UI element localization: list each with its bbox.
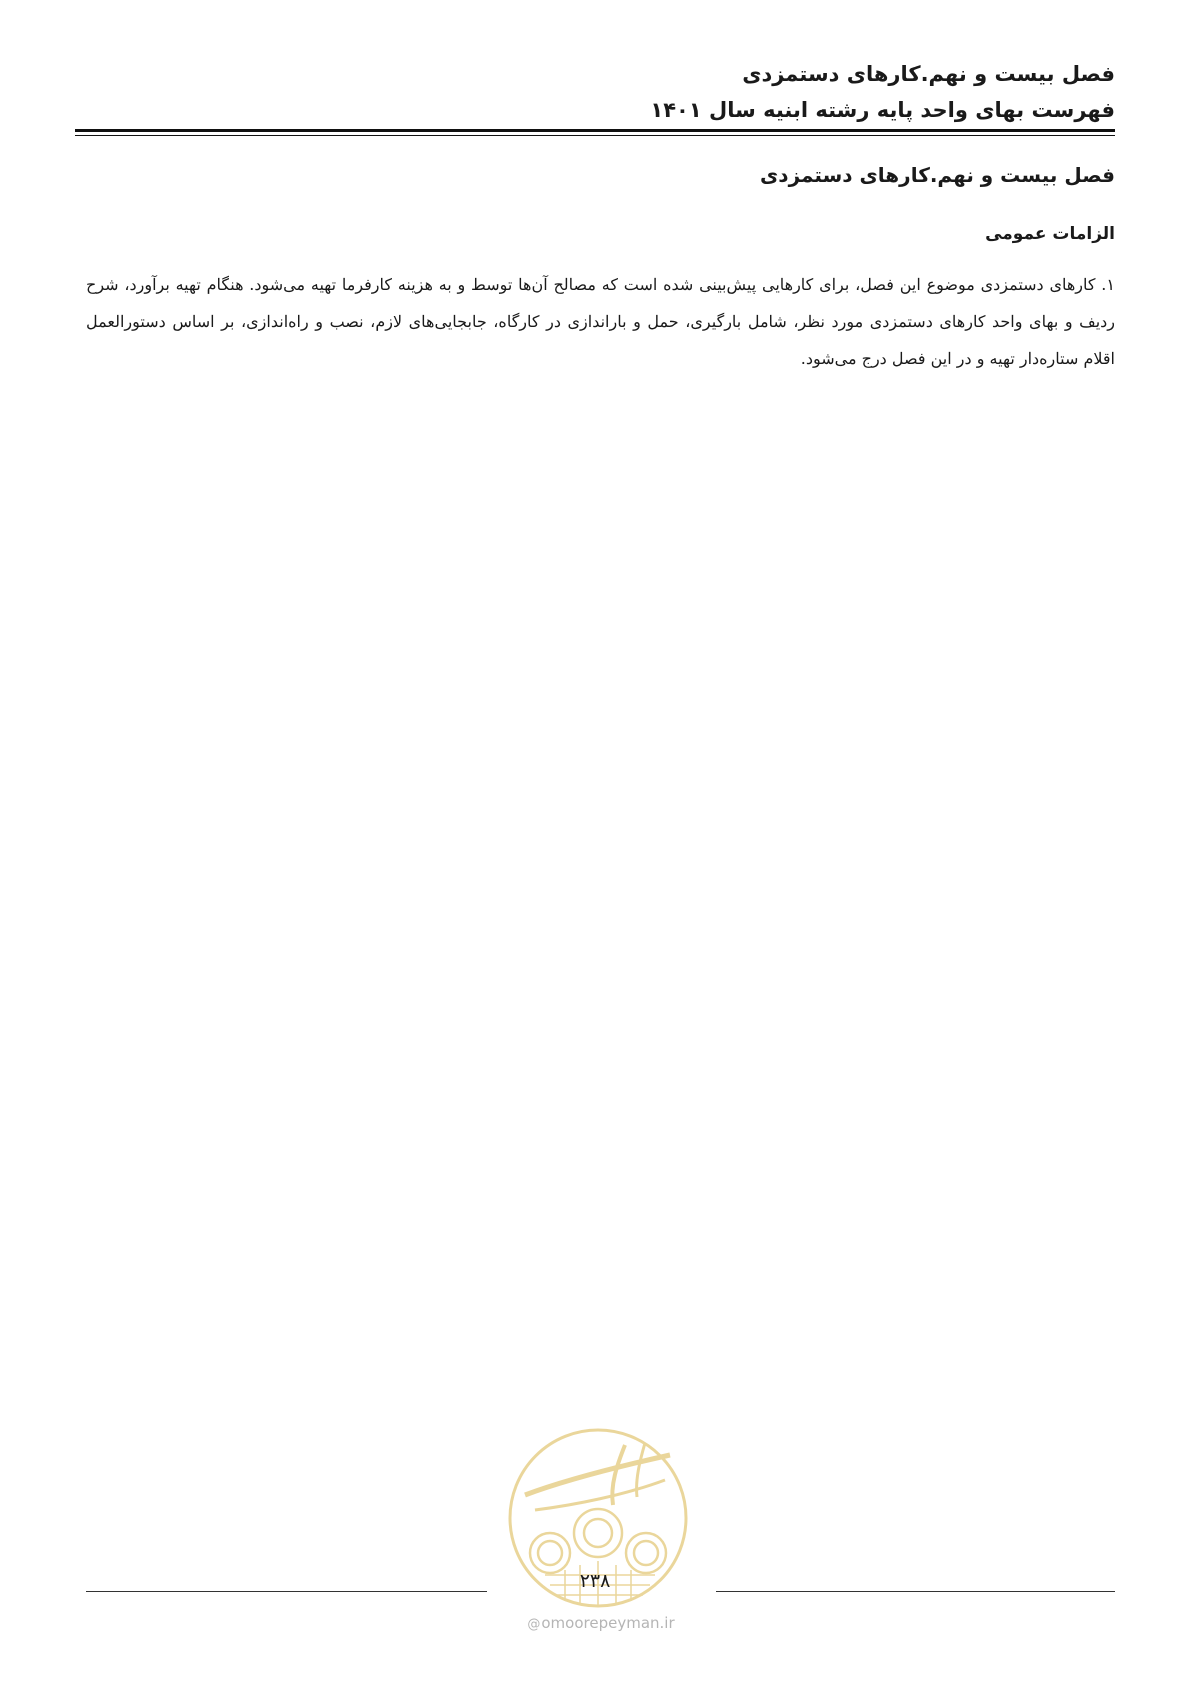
- footer-rule-right: [716, 1591, 1115, 1592]
- body-paragraph: ۱. کارهای دستمزدی موضوع این فصل، برای کارهایی پیش‌بینی شده است که مصالح آن‌ها توسط و به هزینه کارفرما تهیه می‌شود. هنگام تهیه برآورد، شرح ردیف و بهای واحد کارهای دستمزدی مورد نظر، شامل بارگیری، حمل و باراندازی در کارگاه، جابجایی‌های لازم، نصب و راه‌اندازی، بر اساس دستورالعمل اقلام ستاره‌دار تهیه و در این فصل درج می‌شود.: [86, 275, 1115, 368]
- site-credit: [516, 1614, 686, 1632]
- site-credit-text: omoorepeyman.ir: [541, 1614, 675, 1632]
- running-header: [75, 56, 1115, 128]
- page-number: ۲۳۸: [579, 1570, 611, 1592]
- header-rule-thin: [75, 135, 1115, 136]
- footer-rule-left: [86, 1591, 487, 1592]
- section-heading: الزامات عمومی: [985, 224, 1115, 244]
- chapter-title: فصل بیست و نهم.کارهای دستمزدی: [759, 163, 1115, 187]
- running-header-chapter: فصل بیست و نهم.کارهای دستمزدی: [742, 62, 1115, 86]
- header-rule-thick: [75, 129, 1115, 132]
- running-header-document: فهرست بهای واحد پایه رشته ابنیه سال ۱۴۰۱: [650, 98, 1115, 122]
- at-icon: @: [527, 1617, 541, 1632]
